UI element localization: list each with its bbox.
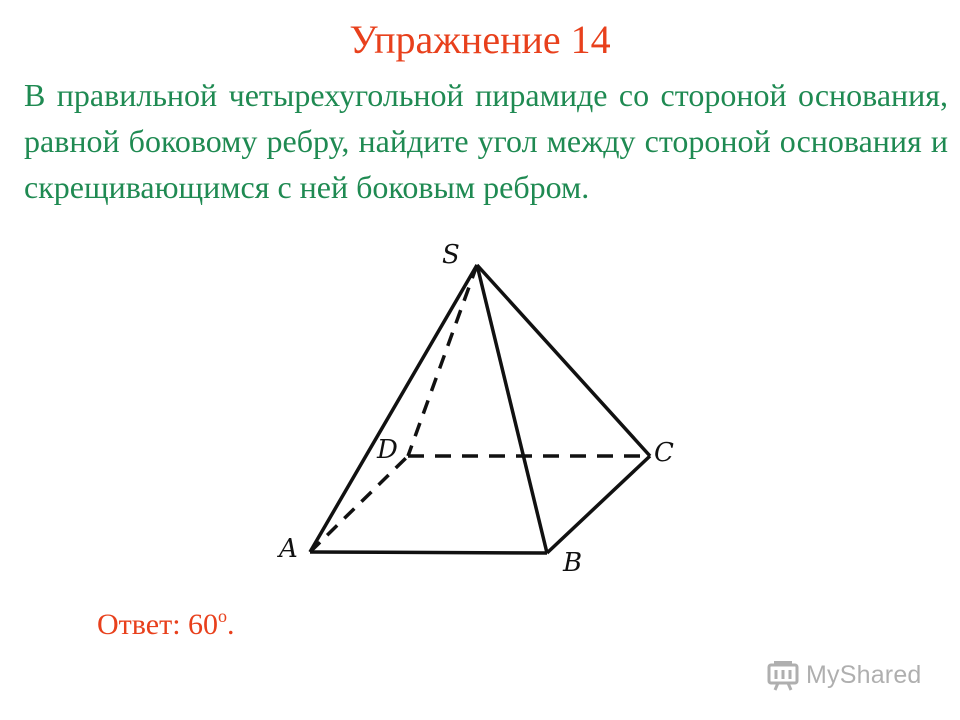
- vertex-label-S: S: [442, 240, 460, 270]
- vertex-label-B: B: [563, 548, 583, 578]
- slide-title: Упражнение 14: [349, 17, 611, 62]
- vertex-label-D: D: [377, 435, 398, 465]
- edge-SD: [408, 265, 477, 456]
- answer-label: Ответ:: [97, 608, 181, 641]
- watermark-text: MyShared: [806, 660, 922, 689]
- vertex-label-A: A: [279, 534, 298, 564]
- edge-SB: [477, 265, 547, 553]
- edge-BC: [547, 456, 650, 553]
- vertex-label-C: C: [654, 438, 674, 468]
- myshared-logo-icon: [766, 659, 800, 691]
- myshared-watermark: [766, 658, 922, 692]
- edge-SA: [310, 265, 477, 552]
- edge-SC: [477, 265, 650, 456]
- degree-mark: o: [218, 606, 228, 626]
- answer-value: 60: [188, 608, 219, 641]
- answer-period: .: [227, 608, 235, 641]
- edge-AB: [310, 552, 547, 553]
- answer: [97, 596, 235, 645]
- problem-statement: В правильной четырехугольной пирамиде со стороной основания, равной боковому ребру, найдите угол между стороной основания и скрещивающимся с ней боковым ребром.: [24, 77, 948, 205]
